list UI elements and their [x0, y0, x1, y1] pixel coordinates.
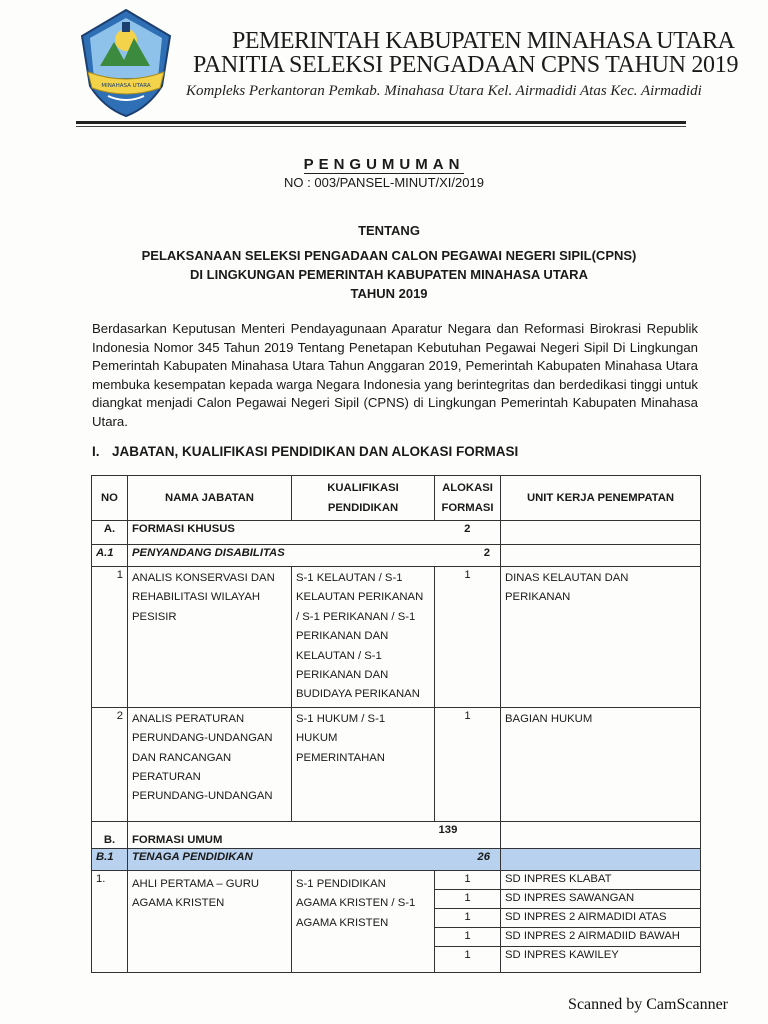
- header-address: Kompleks Perkantoran Pemkab. Minahasa Utara Kel. Airmadidi Atas Kec. Airmadidi: [186, 83, 702, 99]
- group-row-formasi-khusus: A. FORMASI KHUSUS 2: [92, 521, 701, 545]
- section-heading: I. JABATAN, KUALIFIKASI PENDIDIKAN DAN ALOKASI FORMASI: [92, 444, 519, 459]
- announcement-subject: PELAKSANAAN SELEKSI PENGADAAN CALON PEGAWAI NEGERI SIPIL(CPNS) DI LINGKUNGAN PEMERINTAH KABUPATEN MINAHASA UTARA TAHUN 2019: [141, 248, 637, 301]
- group-row-disabilitas: A.1 PENYANDANG DISABILITAS 2: [92, 545, 701, 567]
- table-row: 1 SD INPRES KAWILEY: [92, 946, 701, 972]
- group-row-formasi-umum: B. FORMASI UMUM 139: [92, 821, 701, 848]
- header-committee: PANITIA SELEKSI PENGADAAN CPNS TAHUN 2019: [193, 52, 739, 78]
- announcement-number: NO : 003/PANSEL-MINUT/XI/2019: [284, 175, 484, 190]
- formation-table: [91, 475, 701, 973]
- scanner-watermark: Scanned by CamScanner: [568, 996, 728, 1013]
- letterhead-rule: [76, 121, 686, 124]
- svg-text:MINAHASA UTARA: MINAHASA UTARA: [101, 83, 151, 89]
- table-row: 1 ANALIS KONSERVASI DAN REHABILITASI WILAYAH PESISIR S-1 KELAUTAN / S-1 KELAUTAN PERIKANAN / S-1 PERIKANAN / S-1 PERIKANAN DAN KELAUTAN / S-1 PERIKANAN DAN BUDIDAYA PERIKANAN 1 DINAS KELAUTAN DAN PERIKANAN: [92, 567, 701, 708]
- table-row: 1 SD INPRES SAWANGAN: [92, 889, 701, 908]
- table-row: 2 ANALIS PERATURAN PERUNDANG-UNDANGAN DAN RANCANGAN PERATURAN PERUNDANG-UNDANGAN S-1 HUKUM / S-1 HUKUM PEMERINTAHAN 1 BAGIAN HUKUM: [92, 707, 701, 821]
- regency-emblem-icon: [78, 8, 174, 118]
- letterhead-rule-thin: [76, 126, 686, 127]
- table-row: 1 SD INPRES 2 AIRMADIDI ATAS: [92, 908, 701, 927]
- announcement-title: PENGUMUMAN: [303, 156, 465, 173]
- letterhead: [0, 0, 768, 130]
- about-label: TENTANG: [358, 223, 420, 238]
- intro-paragraph: Berdasarkan Keputusan Menteri Pendayagunaan Aparatur Negara dan Reformasi Birokrasi Republik Indonesia Nomor 345 Tahun 2019 Tentang Penetapan Kebutuhan Pegawai Negeri Sipil Di Lingkungan Pemerintah Kabupaten Minahasa Utara Tahun Anggaran 2019, Pemerintah Kabupaten Minahasa Utara membuka kesempatan kepada warga Negara Indonesia yang berintegritas dan berdedikasi tinggi untuk diangkat menjadi Calon Pegawai Negeri Sipil (CPNS) di Lingkungan Pemerintah Kabupaten Minahasa Utara.: [92, 321, 698, 429]
- table-row: 1. AHLI PERTAMA – GURU AGAMA KRISTEN S-1 PENDIDIKAN AGAMA KRISTEN / S-1 AGAMA KRISTEN 1 SD INPRES KLABAT: [92, 870, 701, 889]
- table-row: 1 SD INPRES 2 AIRMADIID BAWAH: [92, 927, 701, 946]
- table-header-row: NO NAMA JABATAN KUALIFIKASI PENDIDIKAN ALOKASI FORMASI UNIT KERJA PENEMPATAN: [92, 476, 701, 521]
- group-row-tenaga-pendidikan: B.1 TENAGA PENDIDIKAN 26: [92, 848, 701, 870]
- header-government: PEMERINTAH KABUPATEN MINAHASA UTARA: [232, 28, 735, 54]
